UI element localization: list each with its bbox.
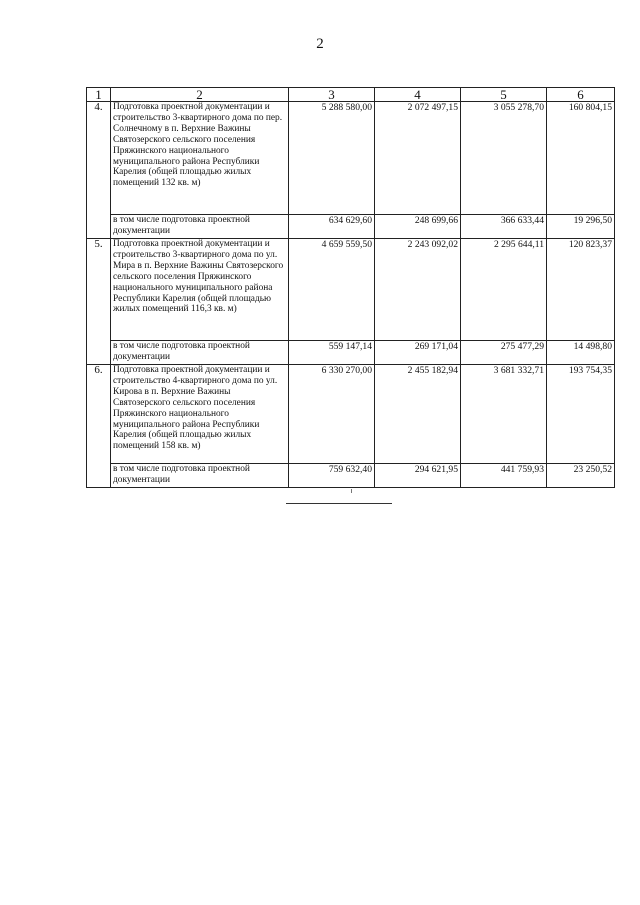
table-subrow xyxy=(87,464,615,488)
row-number: 6. xyxy=(87,365,111,488)
sub-value-col-6: 19 296,50 xyxy=(547,215,615,239)
value-col-5: 3 055 278,70 xyxy=(461,102,547,215)
subrow-description: в том числе подготовка проектной документации xyxy=(111,215,289,239)
sub-value-col-5: 366 633,44 xyxy=(461,215,547,239)
end-tick-mark xyxy=(351,489,352,493)
budget-table xyxy=(86,87,615,488)
sub-value-col-6: 14 498,80 xyxy=(547,341,615,365)
subrow-description: в том числе подготовка проектной документации xyxy=(111,464,289,488)
header-row xyxy=(87,88,615,102)
row-number: 5. xyxy=(87,239,111,365)
value-col-6: 160 804,15 xyxy=(547,102,615,215)
value-col-3: 5 288 580,00 xyxy=(289,102,375,215)
sub-value-col-4: 294 621,95 xyxy=(375,464,461,488)
sub-value-col-5: 275 477,29 xyxy=(461,341,547,365)
column-header-5: 5 xyxy=(461,88,547,102)
sub-value-col-4: 248 699,66 xyxy=(375,215,461,239)
page-number: 2 xyxy=(316,36,324,52)
table-row xyxy=(87,239,615,341)
value-col-4: 2 072 497,15 xyxy=(375,102,461,215)
column-header-1: 1 xyxy=(87,88,111,102)
row-description: Подготовка проектной документации и строительство 3-квартирного дома по ул. Мира в п. Верхние Важины Святозерского сельского поселения Пряжинского национального муниципального района Республики Карелия (общей площадью жилых помещений 116,3 кв. м) xyxy=(111,239,289,341)
value-col-6: 193 754,35 xyxy=(547,365,615,464)
sub-value-col-4: 269 171,04 xyxy=(375,341,461,365)
value-col-5: 3 681 332,71 xyxy=(461,365,547,464)
row-description: Подготовка проектной документации и строительство 4-квартирного дома по ул. Кирова в п. Верхние Важины Святозерского сельского поселения Пряжинского национального муниципального района Республики Карелия (общей площадью жилых помещений 158 кв. м) xyxy=(111,365,289,464)
sub-value-col-6: 23 250,52 xyxy=(547,464,615,488)
value-col-4: 2 243 092,02 xyxy=(375,239,461,341)
value-col-3: 4 659 559,50 xyxy=(289,239,375,341)
table-subrow xyxy=(87,215,615,239)
table-subrow xyxy=(87,341,615,365)
row-number: 4. xyxy=(87,102,111,239)
sub-value-col-3: 634 629,60 xyxy=(289,215,375,239)
value-col-5: 2 295 644,11 xyxy=(461,239,547,341)
row-description: Подготовка проектной документации и строительство 3-квартирного дома по пер. Солнечному в п. Верхние Важины Святозерского сельского поселения Пряжинского национального муниципального района Республики Карелия (общей площадью жилых помещений 132 кв. м) xyxy=(111,102,289,215)
end-of-document-line xyxy=(286,503,392,504)
table-row xyxy=(87,102,615,215)
sub-value-col-3: 759 632,40 xyxy=(289,464,375,488)
column-header-2: 2 xyxy=(111,88,289,102)
sub-value-col-5: 441 759,93 xyxy=(461,464,547,488)
column-header-3: 3 xyxy=(289,88,375,102)
column-header-4: 4 xyxy=(375,88,461,102)
value-col-3: 6 330 270,00 xyxy=(289,365,375,464)
subrow-description: в том числе подготовка проектной документации xyxy=(111,341,289,365)
column-header-6: 6 xyxy=(547,88,615,102)
table-row xyxy=(87,365,615,464)
sub-value-col-3: 559 147,14 xyxy=(289,341,375,365)
value-col-6: 120 823,37 xyxy=(547,239,615,341)
value-col-4: 2 455 182,94 xyxy=(375,365,461,464)
